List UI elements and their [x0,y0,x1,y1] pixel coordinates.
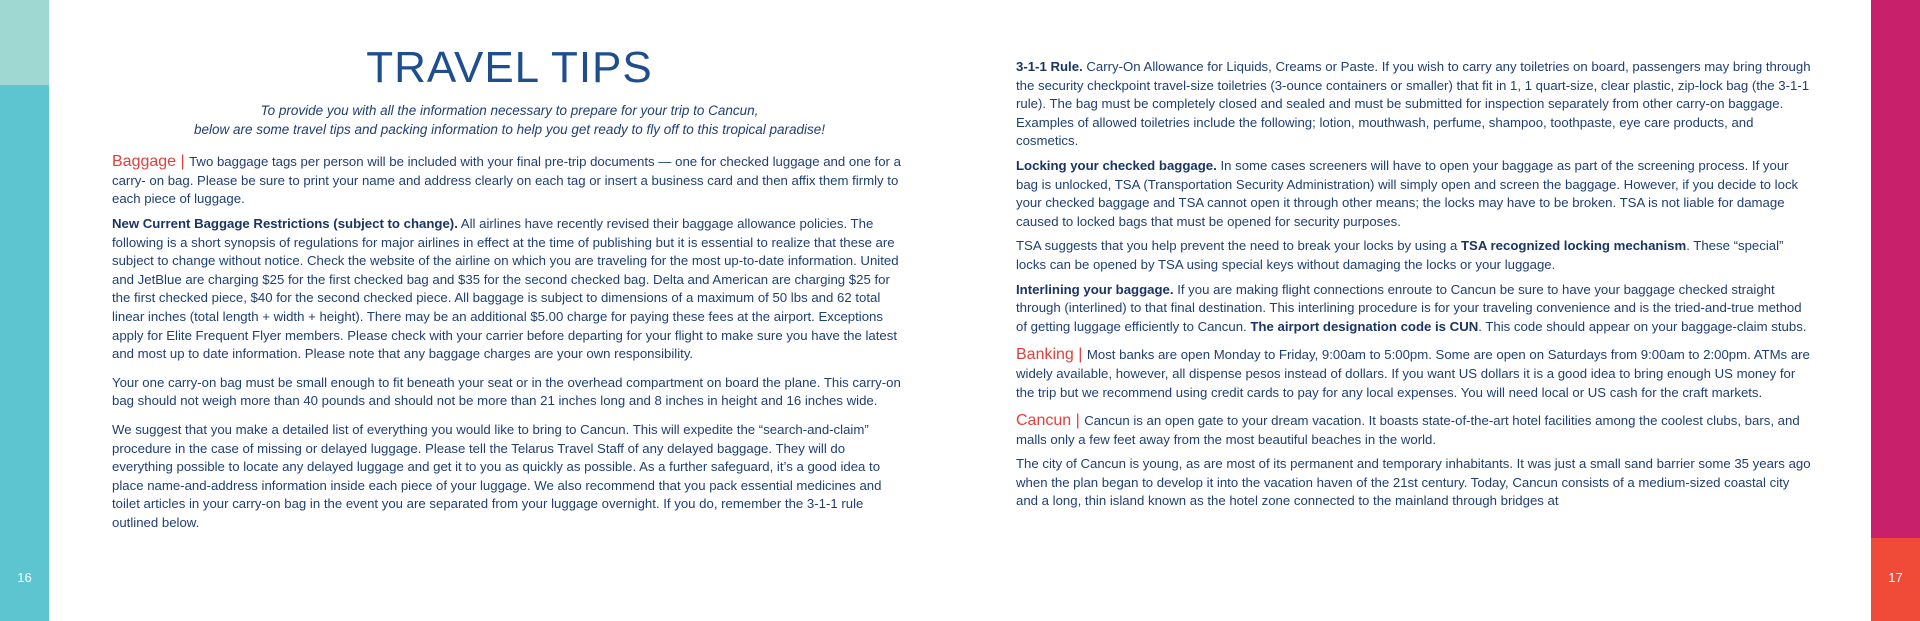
page-number-left: 16 [17,570,32,585]
right-margin-strip-top [1871,0,1920,538]
locking-text: In some cases screeners will have to open your baggage as part of the screening process. If your bag is unlocked, TSA (Transportation Security Administration) will simply open and screen the baggage. However, if you decide to lock your checked baggage and TSA cannot open it through other means; the locks may have to be broken. TSA is not liable for damage caused to locked bags that must be opened for security purposes. [1016,157,1799,229]
interlining-text: If you are making flight connections enroute to Cancun be sure to have your baggage checked straight through (interlined) to that final destination. This interlining procedure is for your traveling convenience and is the tried-and-true method of getting luggage efficiently to Cancun. [1016,281,1802,334]
restrictions-heading: New Current Baggage Restrictions (subject to change). [112,215,458,231]
page-title: TRAVEL TIPS [366,43,653,92]
tsa-text-after: . These “special” locks can be opened by TSA using special keys without damaging the locks or your luggage. [1016,238,1784,272]
intro-text [112,102,907,139]
left-margin-strip-top [0,0,49,85]
city-paragraph: The city of Cancun is young, as are most of its permanent and temporary inhabitants. It was just a small sand barrier some 35 years ago when the plan began to develop it into the vacation haven of the 21st century. Today, Cancun consists of a medium-sized coastal city and a long, thin island known as the hotel zone connected to the mainland through bridges at [1016,456,1811,509]
interlining-bold: The airport designation code is CUN [1250,318,1479,334]
interlining-text-after: . This code should appear on your baggage-claim stubs. [1478,318,1807,334]
baggage-heading: Baggage [112,153,177,171]
suggest-paragraph: We suggest that you make a detailed list of everything you would like to bring to Cancun. This will expedite the “search-and-claim” procedure in the case of missing or delayed luggage. Please tell the Telarus Travel Staff of any delayed baggage. They will do everything possible to locate any delayed luggage and get it to you as quickly as possible. As a further safeguard, it’s a good idea to place name-and-address information inside each piece of your luggage. We also recommend that you pack essential medicines and toilet articles in your carry-on bag in the event you are separated from your luggage overnight. If you do, remember the 3-1-1 rule outlined below. [112,421,882,530]
interlining-heading: Interlining your baggage. [1016,281,1174,297]
intro-line-1: To provide you with all the information necessary to prepare for your trip to Cancun, [260,103,759,118]
rule-311-heading: 3-1-1 Rule. [1016,59,1083,74]
banking-separator: | [1073,346,1087,364]
locking-heading: Locking your checked baggage. [1016,157,1217,173]
right-column [1016,58,1811,517]
interlining-section [1016,281,1811,337]
rule-311-text: Carry-On Allowance for Liquids, Creams or Paste. If you wish to carry any toiletries on board, passengers may bring through the security checkpoint travel-size toiletries (3-ounce containers or smaller) that fit in 1, 1 quart-size, clear plastic, zip-lock bag (the 3-1-1 rule). The bag must be completely closed and sealed and must be submitted for inspection separately from other carry-on baggage. Examples of allowed toiletries include the following; lotion, mouthwash, perfume, shampoo, toothpaste, eye care products, and cosmetics. [1016,59,1811,149]
locking-section [1016,157,1811,231]
cancun-heading: Cancun [1016,412,1072,430]
intro-line-2: below are some travel tips and packing information to help you get ready to fly off to this tropical paradise! [193,121,826,137]
tsa-text-before: TSA suggests that you help prevent the need to break your locks by using a [1016,238,1461,254]
tsa-section [1016,237,1811,274]
left-margin-strip-bottom [0,85,49,621]
carry-on-paragraph: Your one carry-on bag must be small enough to fit beneath your seat or in the overhead compartment on board the plane. This carry-on bag should not weigh more than 40 pounds and should not be more than 21 inches long and 8 inches in height and 16 inches wide. [112,374,901,409]
banking-text: Most banks are open Monday to Friday, 9:00am to 5:00pm. Some are open on Saturdays from 9:00am to 2:00pm. ATMs are widely available, however, all dispense pesos instead of dollars. If you want US dollars it is a good idea to bring enough US money for the trip but we recommend using credit cards to pay for any local expenses. You will need local or US cash for the craft markets. [1016,347,1810,400]
tsa-bold: TSA recognized locking mechanism [1460,238,1687,254]
left-column [112,40,907,538]
banking-heading: Banking [1016,346,1074,364]
restrictions-text: All airlines have recently revised their baggage allowance policies. The following is a short synopsis of regulations for major airlines in effect at the time of publishing but it is essential to realize that these are subject to change without notice. Check the website of the airline on which you are traveling for the most up-to-date information. United and JetBlue are charging $25 for the first checked bag and $35 for the second checked bag. Delta and American are charging $25 for the first checked piece, $40 for the second checked piece. All baggage is subject to dimensions of a maximum of 50 lbs and 62 total linear inches (total length + width + height). There may be an additional $5.00 charge for paying these fees at the airport. Exceptions apply for Elite Frequent Flyer members. Please check with your carrier before departing for your flight to make sure you have the latest and most up to date information. Please note that any baggage charges are your own responsibility. [112,215,899,362]
cancun-text: Cancun is an open gate to your dream vacation. It boasts state-of-the-art hotel facilities among the coolest clubs, bars, and malls only a few feet away from the most beautiful beaches in the world. [1016,413,1800,447]
cancun-section [1016,412,1811,449]
page-number-right: 17 [1888,570,1903,585]
baggage-separator: | [176,153,190,171]
baggage-section [112,153,907,209]
rule-311-section [1016,58,1811,151]
cancun-separator: | [1071,412,1085,430]
baggage-text: Two baggage tags per person will be included with your final pre-trip documents — one for checked luggage and one for a carry- on bag. Please be sure to print your name and address clearly on each tag or insert a business card and then affix them firmly to each piece of luggage. [112,154,901,207]
banking-section [1016,346,1811,402]
restrictions-section [112,215,907,364]
